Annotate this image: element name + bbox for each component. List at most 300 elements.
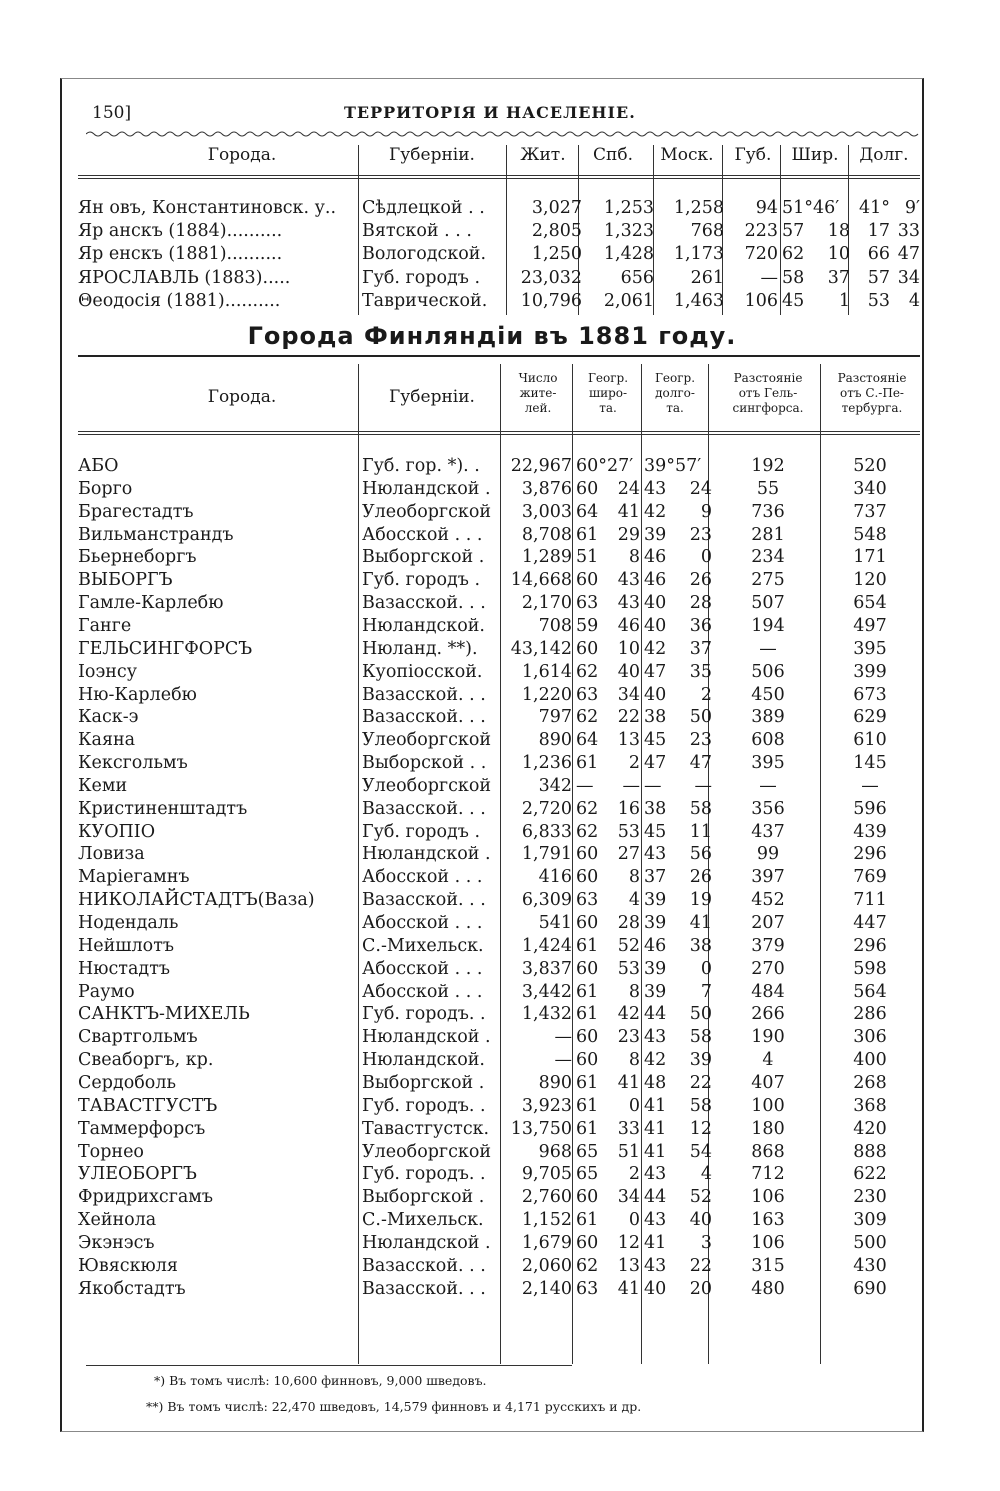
t2-cell-lon-deg: 45: [644, 730, 667, 751]
t2-cell-helsinki: 506: [751, 661, 785, 682]
t2-cell-gub: Губ. городъ. .: [362, 1095, 486, 1116]
t2-cell-gub: Выборгской .: [362, 1187, 485, 1208]
t1-cell-lat2: 18: [827, 221, 850, 242]
t1-cell-zhit: 1,250: [531, 244, 582, 265]
t2-cell-lat-min: 52: [617, 935, 640, 956]
t2-cell-pop: 43,142: [510, 638, 572, 659]
t2-cell-helsinki: 712: [751, 1164, 785, 1185]
t2-row: [78, 478, 918, 501]
t2-cell-pop: 1,220: [521, 684, 572, 705]
t2-cell-gub: Нюландской .: [362, 478, 491, 499]
t2-row: [78, 843, 918, 866]
t2-cell-city: САНКТЪ-МИХЕЛЬ: [78, 1004, 250, 1025]
t2-cell-pop: 6,309: [521, 890, 572, 911]
t1-cell-lon1: 53: [867, 290, 890, 311]
t2-cell-lon-deg: 42: [644, 638, 667, 659]
t1-cell-mosk: 1,173: [673, 244, 724, 265]
t2-cell-pop: 416: [538, 867, 572, 888]
t2-cell-lon-min: 24: [689, 478, 712, 499]
t1-cell-lat2: 1: [838, 290, 850, 311]
t2-cell-pop: 1,424: [521, 935, 572, 956]
t2-cell-lat-deg: 61: [576, 1004, 599, 1025]
t2-cell-lat-min: 41: [617, 501, 640, 522]
t2-cell-lat-min: 33: [617, 1118, 640, 1139]
t2-cell-city: Кексгольмъ: [78, 753, 188, 774]
t1-cell-gub: Таврической.: [362, 290, 488, 311]
t2-cell-spb: 399: [853, 661, 887, 682]
t1-row: [78, 243, 918, 266]
t1-cell-gub: Сѣдлецкой . .: [362, 198, 485, 218]
t2-cell-gub: С.-Михельск.: [362, 935, 484, 956]
t1-cell-lon2: 9′: [904, 198, 920, 218]
t2-cell-lon-min: 35: [689, 661, 712, 682]
t2-cell-spb: 120: [853, 570, 887, 591]
t2-cell-lat-min: 53: [617, 958, 640, 979]
t2-cell-lon-min: 39: [689, 1050, 712, 1071]
t2-cell-lon-deg: 38: [644, 798, 667, 819]
t2-cell-lat-min: 51: [617, 1141, 640, 1162]
t2-cell-gub: Выборской . .: [362, 753, 487, 774]
t2-row: [78, 661, 918, 684]
t2-cell-city: Вильманстрандъ: [78, 524, 234, 545]
t2-cell-helsinki: 736: [751, 501, 785, 522]
t2-cell-spb: 629: [853, 707, 887, 728]
t2-cell-spb: 711: [853, 890, 887, 911]
t2-cell-pop: 3,003: [521, 501, 572, 522]
t2-cell-lon-deg: 39: [644, 890, 667, 911]
t2-row: [78, 958, 918, 981]
t1-cell-spb: 656: [620, 267, 654, 288]
t2-cell-lat-min: 28: [617, 913, 640, 933]
t2-cell-lat-deg: 61: [576, 935, 599, 956]
t2-cell-pop: 1,614: [521, 661, 572, 682]
t2-cell-pop: 9,705: [521, 1164, 572, 1185]
t2-cell-city: Нюстадтъ: [78, 958, 171, 979]
t2-cell-spb: 564: [853, 981, 887, 1002]
t2-cell-lon-min: 22: [689, 1072, 712, 1093]
t2-cell-city: Брагестадтъ: [78, 501, 194, 522]
t2-cell-lon-min: 2: [700, 684, 712, 705]
t2-cell-spb: 598: [853, 958, 887, 979]
t2-cell-lat-deg: 61: [576, 1072, 599, 1093]
t2-cell-pop: 3,876: [521, 478, 572, 499]
t1-cell-lat2: 37: [827, 267, 850, 288]
t2-cell-spb: 309: [853, 1210, 887, 1231]
t2-cell-pop: 13,750: [510, 1118, 572, 1139]
t2-cell-spb: 690: [853, 1278, 887, 1299]
t2-row: [78, 524, 918, 547]
t2-cell-gub: Абосской . . .: [362, 981, 483, 1002]
t2-cell-lon-deg: 40: [644, 615, 667, 636]
t2-cell-lat-deg: 64: [576, 501, 599, 522]
t2-cell-gub: Тавастгустск.: [362, 1118, 490, 1139]
t2-cell-spb: 548: [853, 524, 887, 545]
t2-header-pop-line: жите-: [519, 386, 557, 400]
t2-row: [78, 729, 918, 752]
t2-cell-gub: Нюланд. **).: [362, 638, 478, 659]
t2-cell-lon-deg: 43: [644, 1210, 667, 1231]
t1-rule: [78, 178, 920, 179]
t2-cell-lat-deg: 62: [576, 661, 599, 682]
t2-header-lat-line: широ-: [588, 386, 628, 400]
t2-cell-lon-min: 38: [689, 935, 712, 956]
t2-cell-lat-deg: 61: [576, 753, 599, 774]
t2-cell-city: Борго: [78, 478, 133, 499]
t2-cell-lon-deg: 42: [644, 1050, 667, 1071]
t2-cell-city: Свеаборгъ, кр.: [78, 1050, 214, 1071]
t2-cell-lat-deg: 60: [576, 1027, 599, 1048]
t2-cell-lat-min: 41: [617, 1278, 640, 1299]
t2-cell-lon-min: 54: [689, 1141, 712, 1162]
t2-cell-lon-deg: 41: [644, 1118, 667, 1139]
t2-cell-lon-deg: 44: [644, 1004, 667, 1025]
t2-cell-lat-min: 8: [628, 1050, 640, 1071]
footnote-rule: [86, 1365, 572, 1366]
t2-header-lon-line: Геогр.: [654, 371, 696, 385]
t2-cell-helsinki: 608: [751, 730, 785, 751]
t2-row: [78, 866, 918, 889]
t2-cell-helsinki: 266: [751, 1004, 785, 1025]
t2-rule: [78, 434, 920, 435]
t2-cell-lon-min: 26: [689, 570, 712, 591]
t2-cell-spb: 286: [853, 1004, 887, 1025]
t2-cell-lat-min: 34: [617, 1187, 640, 1208]
t2-row: [78, 1163, 918, 1186]
t2-cell-city: Свартгольмъ: [78, 1027, 198, 1048]
t2-cell-lat-deg: 60: [576, 844, 599, 865]
t2-cell-lat-min: 53: [617, 821, 640, 842]
t2-cell-city: АБО: [78, 456, 119, 476]
t1-header-lat: Шир.: [791, 145, 839, 165]
t2-cell-spb: 268: [853, 1072, 887, 1093]
t2-header-lon: [642, 371, 708, 416]
t1-cell-mosk: 261: [690, 267, 724, 288]
t2-cell-lon-min: 7: [700, 981, 712, 1002]
t2-cell-pop: 890: [538, 730, 572, 751]
t2-cell-lat-deg: 60°27′: [576, 456, 634, 476]
t2-rule: [78, 431, 920, 432]
t2-cell-pop: 3,923: [521, 1095, 572, 1116]
t2-cell-helsinki: 452: [751, 890, 785, 911]
t2-cell-lat-min: —: [622, 775, 640, 796]
t2-cell-city: Іоэнсу: [78, 661, 138, 682]
t1-cell-zhit: 10,796: [520, 290, 582, 311]
t2-row: [78, 1278, 918, 1301]
t2-cell-spb: 596: [853, 798, 887, 819]
t2-cell-lat-deg: 60: [576, 958, 599, 979]
t2-header-pop-line: лей.: [524, 401, 552, 415]
t2-cell-city: Ганге: [78, 615, 132, 636]
t2-cell-spb: 439: [853, 821, 887, 842]
t2-cell-lon-deg: 46: [644, 547, 667, 568]
t2-cell-lon-min: 50: [689, 1004, 712, 1025]
t1-cell-lat2: 10: [827, 244, 850, 265]
t1-row: [78, 220, 918, 243]
t2-cell-spb: 368: [853, 1095, 887, 1116]
t2-cell-pop: —: [554, 1027, 572, 1048]
t2-cell-lon-min: 40: [689, 1210, 712, 1231]
t2-cell-lon-deg: 47: [644, 753, 667, 774]
t2-cell-lat-deg: 65: [576, 1164, 599, 1185]
t1-cell-gub: Губ. городъ .: [362, 267, 481, 288]
t1-cell-gubd: 720: [744, 244, 778, 265]
t2-cell-city: Якобстадтъ: [78, 1278, 186, 1299]
t2-cell-city: КУОПІО: [78, 821, 156, 842]
t2-cell-lon-deg: 40: [644, 593, 667, 614]
t2-cell-gub: Улеоборгской: [362, 730, 492, 751]
t2-cell-city: ГЕЛЬСИНГФОРСЪ: [78, 638, 253, 659]
t2-cell-gub: Куопіосской.: [362, 661, 483, 682]
t2-cell-gub: Вазасской. . .: [362, 593, 486, 614]
t1-cell-lat1: 51°46′: [782, 198, 840, 218]
t2-cell-lat-deg: 63: [576, 1278, 599, 1299]
t1-cell-spb: 1,428: [603, 244, 654, 265]
t2-cell-gub: Улеоборгской: [362, 775, 492, 796]
t2-cell-lat-min: 0: [628, 1210, 640, 1231]
t1-header-spb: Спб.: [593, 145, 633, 165]
t2-cell-pop: 22,967: [510, 456, 572, 476]
t2-cell-pop: 797: [538, 707, 572, 728]
t1-cell-gub: Вятской . . .: [362, 221, 472, 242]
t2-cell-city: НИКОЛАЙСТАДТЪ(Ваза): [78, 890, 315, 911]
t1-row: [78, 267, 918, 290]
t2-cell-gub: Вазасской. . .: [362, 890, 486, 911]
t2-cell-lat-deg: 65: [576, 1141, 599, 1162]
t2-cell-lon-deg: 44: [644, 1187, 667, 1208]
t2-header-gub: Губерніи.: [389, 387, 475, 407]
t2-row: [78, 1186, 918, 1209]
t2-cell-gub: Абосской . . .: [362, 524, 483, 545]
t2-row: [78, 1026, 918, 1049]
t1-cell-lon2: 4: [908, 290, 920, 311]
t2-row: [78, 1072, 918, 1095]
t1-cell-lon1: 66: [867, 244, 890, 265]
t2-cell-city: Каяна: [78, 730, 136, 751]
t2-cell-helsinki: 379: [751, 935, 785, 956]
t2-cell-lon-min: 3: [700, 1232, 712, 1253]
t1-cell-city: ЯРОСЛАВЛЬ (1883).....: [78, 267, 291, 288]
t2-cell-lat-deg: 60: [576, 478, 599, 499]
t1-cell-zhit: 23,032: [520, 267, 582, 288]
t2-cell-lon-deg: 43: [644, 478, 667, 499]
t2-cell-lat-min: 40: [617, 661, 640, 682]
t2-cell-lat-deg: 61: [576, 981, 599, 1002]
t2-cell-lon-min: 50: [689, 707, 712, 728]
t1-header-lon: Долг.: [859, 145, 909, 165]
t2-cell-spb: 430: [853, 1255, 887, 1276]
t2-cell-city: Ню-Карлебю: [78, 684, 197, 705]
t2-cell-helsinki: 407: [751, 1072, 785, 1093]
t2-cell-gub: Абосской . . .: [362, 867, 483, 888]
t1-cell-lon2: 33: [897, 221, 920, 242]
t2-cell-helsinki: 100: [751, 1095, 785, 1116]
t2-cell-lat-deg: 61: [576, 1210, 599, 1231]
t2-cell-lon-min: 58: [689, 798, 712, 819]
t2-cell-helsinki: 192: [751, 456, 785, 476]
t2-cell-lat-min: 34: [617, 684, 640, 705]
t2-header-spb-line: отъ С.-Пе-: [840, 386, 904, 400]
t2-cell-lat-deg: 59: [576, 615, 599, 636]
t2-cell-spb: 395: [853, 638, 887, 659]
t2-row: [78, 638, 918, 661]
t2-cell-lon-deg: 43: [644, 1027, 667, 1048]
t2-cell-gub: Улеоборгской: [362, 1141, 492, 1162]
t2-cell-pop: 890: [538, 1072, 572, 1093]
t2-cell-gub: Улеоборгской: [362, 501, 492, 522]
t2-cell-lat-min: 22: [617, 707, 640, 728]
t2-cell-city: Хейнола: [78, 1210, 157, 1231]
t2-cell-pop: 2,140: [521, 1278, 572, 1299]
t1-cell-lat1: 45: [782, 290, 805, 311]
footnote-2: **) Въ томъ числѣ: 22,470 шведовъ, 14,579 финновъ и 4,171 русскихъ и др.: [146, 1399, 642, 1414]
t2-cell-city: Нодендаль: [78, 913, 179, 933]
t2-cell-gub: Вазасской. . .: [362, 707, 486, 728]
t2-cell-lon-deg: 46: [644, 935, 667, 956]
t2-cell-lat-deg: 60: [576, 570, 599, 591]
t2-cell-helsinki: 99: [756, 844, 780, 865]
t2-row: [78, 889, 918, 912]
t2-header-spb-line: тербурга.: [841, 401, 903, 415]
t2-cell-gub: Выборгской .: [362, 1072, 485, 1093]
t2-cell-pop: 1,236: [521, 753, 572, 774]
t2-cell-lon-min: 12: [689, 1118, 712, 1139]
t2-cell-city: Гамле-Карлебю: [78, 593, 224, 614]
t2-cell-lat-min: 4: [628, 890, 640, 911]
t2-cell-spb: 497: [853, 615, 887, 636]
t2-cell-spb: 654: [853, 593, 887, 614]
t2-cell-helsinki: 190: [751, 1027, 785, 1048]
t2-cell-lon-min: 41: [689, 913, 712, 933]
t2-cell-lon-min: 28: [689, 593, 712, 614]
t2-cell-city: Раумо: [78, 981, 135, 1002]
t2-cell-lon-min: 0: [700, 958, 712, 979]
t2-cell-lat-deg: 60: [576, 867, 599, 888]
t2-cell-lon-min: 58: [689, 1095, 712, 1116]
t1-cell-gubd: 106: [744, 290, 778, 311]
t2-cell-spb: 230: [853, 1187, 887, 1208]
t2-cell-pop: 708: [538, 615, 572, 636]
running-title: ТЕРРИТОРІЯ И НАСЕЛЕНІЕ.: [344, 103, 636, 122]
t1-cell-lon1: 41°: [858, 198, 890, 218]
t1-cell-lon1: 17: [867, 221, 890, 242]
t2-row: [78, 501, 918, 524]
t2-cell-lat-deg: 62: [576, 1255, 599, 1276]
t2-cell-lon-min: —: [694, 775, 712, 796]
t2-cell-lon-deg: —: [644, 775, 662, 796]
t2-cell-lon-deg: 40: [644, 1278, 667, 1299]
t2-cell-city: Таммерфорсъ: [78, 1118, 206, 1139]
t2-cell-pop: 2,060: [521, 1255, 572, 1276]
t1-cell-gub: Вологодской.: [362, 244, 487, 265]
t2-cell-lat-deg: 64: [576, 730, 599, 751]
t2-cell-helsinki: 281: [751, 524, 785, 545]
t1-row: [78, 290, 918, 313]
t1-cell-lon1: 57: [867, 267, 890, 288]
t2-cell-lat-min: 8: [628, 867, 640, 888]
t2-cell-lat-deg: 60: [576, 638, 599, 659]
t2-cell-gub: Вазасской. . .: [362, 1255, 486, 1276]
t1-cell-mosk: 1,463: [673, 290, 724, 311]
t2-cell-gub: Вазасской. . .: [362, 798, 486, 819]
t2-cell-spb: 340: [853, 478, 887, 499]
t2-cell-helsinki: 275: [751, 570, 785, 591]
t2-row: [78, 455, 918, 478]
t2-cell-spb: 145: [853, 753, 887, 774]
t2-cell-lat-min: 29: [617, 524, 640, 545]
t2-cell-city: ТАВАСТГУСТЪ: [78, 1095, 218, 1116]
t2-cell-spb: 610: [853, 730, 887, 751]
t2-cell-spb: 520: [853, 456, 887, 476]
t2-cell-lon-deg: 39: [644, 981, 667, 1002]
t2-cell-helsinki: 389: [751, 707, 785, 728]
t2-cell-lat-min: 13: [617, 730, 640, 751]
t1-cell-lat1: 57: [782, 221, 805, 242]
t2-cell-helsinki: 395: [751, 753, 785, 774]
t2-header-pop: [504, 371, 572, 416]
t2-header-lat-line: та.: [599, 401, 617, 415]
t2-cell-city: Кеми: [78, 775, 128, 796]
t2-cell-gub: Губ. городъ .: [362, 821, 481, 842]
t2-cell-spb: 306: [853, 1027, 887, 1048]
t2-row: [78, 684, 918, 707]
t2-cell-helsinki: 507: [751, 593, 785, 614]
t2-cell-lat-min: 10: [617, 638, 640, 659]
t2-cell-helsinki: 55: [756, 478, 780, 499]
t2-header-city: Города.: [207, 387, 277, 407]
t2-cell-lat-deg: 63: [576, 890, 599, 911]
t2-row: [78, 1003, 918, 1026]
t2-cell-gub: Губ. городъ. .: [362, 1164, 486, 1185]
t2-cell-lat-deg: —: [576, 775, 594, 796]
t2-cell-helsinki: 480: [751, 1278, 785, 1299]
t1-row: [78, 197, 918, 220]
t2-cell-lon-deg: 39°57′: [644, 456, 702, 476]
t2-cell-pop: 1,679: [521, 1232, 572, 1253]
t1-cell-spb: 1,253: [603, 198, 654, 218]
t2-cell-city: Торнео: [78, 1141, 144, 1162]
t2-cell-lon-min: 19: [689, 890, 712, 911]
t2-cell-lat-deg: 60: [576, 1232, 599, 1253]
t2-cell-lat-deg: 62: [576, 821, 599, 842]
t1-cell-mosk: 1,258: [673, 198, 724, 218]
book-page: [60, 78, 924, 1432]
t2-cell-lat-min: 43: [617, 593, 640, 614]
t2-cell-lon-min: 37: [689, 638, 712, 659]
t2-cell-lon-deg: 39: [644, 524, 667, 545]
t1-header-mosk: Моск.: [660, 145, 714, 165]
t2-cell-city: Экэнэсъ: [78, 1232, 155, 1253]
t2-row: [78, 569, 918, 592]
t2-cell-gub: Вазасской. . .: [362, 684, 486, 705]
t1-cell-mosk: 768: [690, 221, 724, 242]
footnote-1: *) Въ томъ числѣ: 10,600 финновъ, 9,000 шведовъ.: [154, 1373, 487, 1388]
t2-cell-helsinki: 106: [751, 1232, 785, 1253]
t2-cell-lat-min: 23: [617, 1027, 640, 1048]
t2-cell-helsinki: 207: [751, 913, 785, 933]
t1-cell-gubd: 223: [744, 221, 778, 242]
t2-cell-lat-min: 0: [628, 1095, 640, 1116]
t2-cell-pop: 8,708: [521, 524, 572, 545]
t1-cell-spb: 1,323: [603, 221, 654, 242]
t2-cell-pop: 1,432: [521, 1004, 572, 1025]
t1-cell-gubd: 94: [755, 198, 778, 218]
t2-row: [78, 1209, 918, 1232]
t2-cell-helsinki: 315: [751, 1255, 785, 1276]
t2-top-rule: [78, 355, 920, 357]
t2-cell-spb: 737: [853, 501, 887, 522]
t2-cell-spb: 673: [853, 684, 887, 705]
t2-cell-lat-deg: 51: [576, 547, 599, 568]
